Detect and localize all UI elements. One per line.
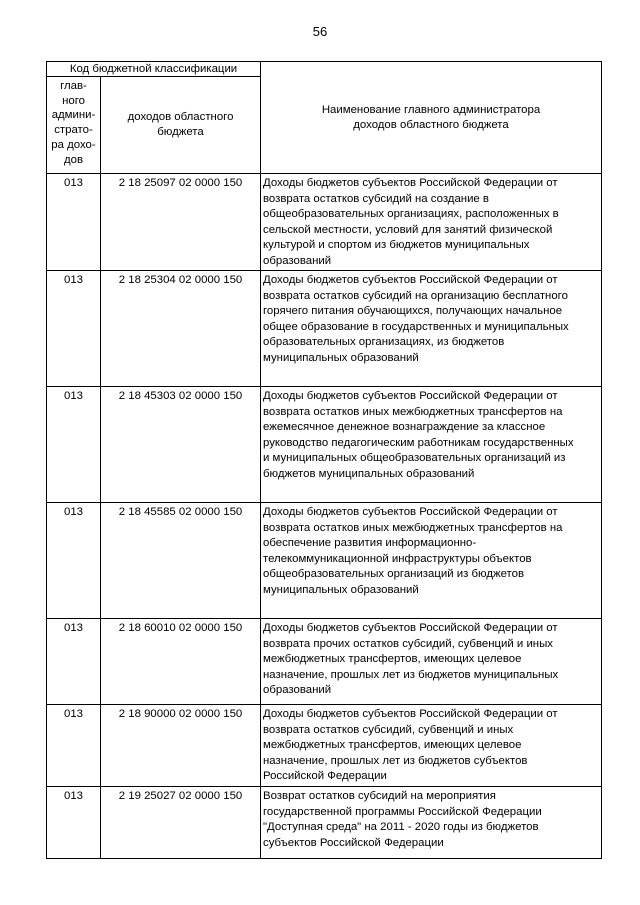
name-line: телекоммуникационной инфраструктуры объектов (263, 552, 532, 565)
name-line: образований (263, 254, 332, 267)
name-line: назначение, прошлых лет из бюджетов субъектов (263, 754, 528, 767)
name-line: государственной программы Российской Федерации (263, 805, 542, 818)
name-line: Российской Федерации (263, 770, 387, 783)
header-administrator-name (261, 62, 602, 174)
header-admin-line: ра дохо- (51, 138, 96, 151)
name-line: общее образование в государственных и муниципальных (263, 320, 569, 333)
name-line: межбюджетных трансфертов, имеющих целевое (263, 653, 522, 666)
header-name-line: Наименование главного администратора (321, 103, 541, 116)
row-admin-code: 013 (47, 271, 101, 387)
row-admin-code: 013 (47, 787, 101, 859)
name-line: и муниципальных общеобразовательных организаций из (263, 452, 566, 465)
name-line: общеобразовательных организаций из бюджетов (263, 568, 525, 581)
table-row (47, 619, 602, 705)
row-income-code: 2 18 90000 02 0000 150 (101, 705, 261, 787)
name-line: Доходы бюджетов субъектов Российской Федерации от (263, 506, 558, 518)
row-income-name (261, 174, 602, 271)
name-line: возврата прочих остатков субсидий, субвенций и иных (263, 637, 553, 650)
row-income-code: 2 18 25097 02 0000 150 (101, 174, 261, 271)
name-line: образовательных организациях, из бюджетов (263, 336, 505, 349)
header-admin-line: ного (62, 94, 85, 107)
name-line: "Доступная среда" на 2011 - 2020 годы из бюджетов (263, 821, 539, 834)
name-line: Доходы бюджетов субъектов Российской Федерации от (263, 274, 558, 286)
header-income-line: доходов областного (127, 111, 234, 123)
header-budget-classification-code: Код бюджетной классификации (47, 62, 261, 77)
table-row (47, 503, 602, 619)
header-admin-line: админи- (51, 109, 96, 122)
name-line: муниципальных образований (263, 351, 419, 364)
row-admin-code: 013 (47, 619, 101, 705)
row-income-name (261, 503, 602, 619)
table-row (47, 174, 602, 271)
table-row (47, 387, 602, 503)
row-admin-code: 013 (47, 705, 101, 787)
row-income-name (261, 619, 602, 705)
name-line: горячего питания обучающихся, получающих начальное (263, 305, 563, 318)
row-admin-code: 013 (47, 503, 101, 619)
name-line: возврата остатков субсидий на создание в (263, 192, 489, 205)
name-line: возврата остатков иных межбюджетных трансфертов на (263, 521, 563, 534)
table-row (47, 705, 602, 787)
name-line: возврата остатков иных межбюджетных трансфертов на (263, 405, 563, 418)
name-line: культурой и спортом из бюджетов муниципальных (263, 239, 530, 252)
name-line: сельской местности, условий для занятий физической (263, 223, 553, 236)
name-line: субъектов Российской Федерации (263, 836, 444, 849)
header-chief-administrator (47, 77, 101, 174)
name-line: возврата остатков субсидий, субвенций и иных (263, 723, 514, 736)
name-line: муниципальных образований (263, 583, 419, 596)
row-admin-code: 013 (47, 387, 101, 503)
name-line: Доходы бюджетов субъектов Российской Федерации от (263, 390, 558, 402)
name-line: ежемесячное денежное вознаграждение за классное (263, 421, 546, 434)
name-line: Возврат остатков субсидий на мероприятия (263, 790, 496, 802)
table-header-row (47, 62, 602, 77)
header-admin-line: дов (63, 153, 84, 166)
header-name-line: доходов областного бюджета (353, 118, 509, 131)
row-income-name (261, 387, 602, 503)
name-line: возврата остатков субсидий на организацию бесплатного (263, 289, 568, 302)
name-line: обеспечение развития информационно- (263, 537, 477, 550)
name-line: Доходы бюджетов субъектов Российской Федерации от (263, 622, 558, 634)
table-row (47, 271, 602, 387)
row-income-name (261, 271, 602, 387)
header-admin-line: страто- (54, 124, 93, 137)
name-line: общеобразовательных организациях, расположенных в (263, 208, 559, 221)
budget-classification-table (46, 61, 602, 859)
row-income-code: 2 19 25027 02 0000 150 (101, 787, 261, 859)
header-income-line: бюджета (157, 126, 204, 138)
row-admin-code: 013 (47, 174, 101, 271)
row-income-name (261, 787, 602, 859)
row-income-name (261, 705, 602, 787)
row-income-code: 2 18 60010 02 0000 150 (101, 619, 261, 705)
row-income-code: 2 18 45303 02 0000 150 (101, 387, 261, 503)
table-row (47, 787, 602, 859)
name-line: руководство педагогическим работникам государственных (263, 436, 574, 449)
row-income-code: 2 18 45585 02 0000 150 (101, 503, 261, 619)
name-line: назначение, прошлых лет из бюджетов муниципальных (263, 668, 559, 681)
name-line: межбюджетных трансфертов, имеющих целевое (263, 739, 522, 752)
name-line: бюджетов муниципальных образований (263, 467, 475, 480)
name-line: Доходы бюджетов субъектов Российской Федерации от (263, 177, 558, 189)
row-income-code: 2 18 25304 02 0000 150 (101, 271, 261, 387)
header-regional-budget-income (101, 77, 261, 174)
name-line: Доходы бюджетов субъектов Российской Федерации от (263, 708, 558, 720)
header-admin-line: глав- (60, 80, 87, 92)
page-number: 56 (312, 24, 328, 39)
name-line: образований (263, 684, 332, 697)
